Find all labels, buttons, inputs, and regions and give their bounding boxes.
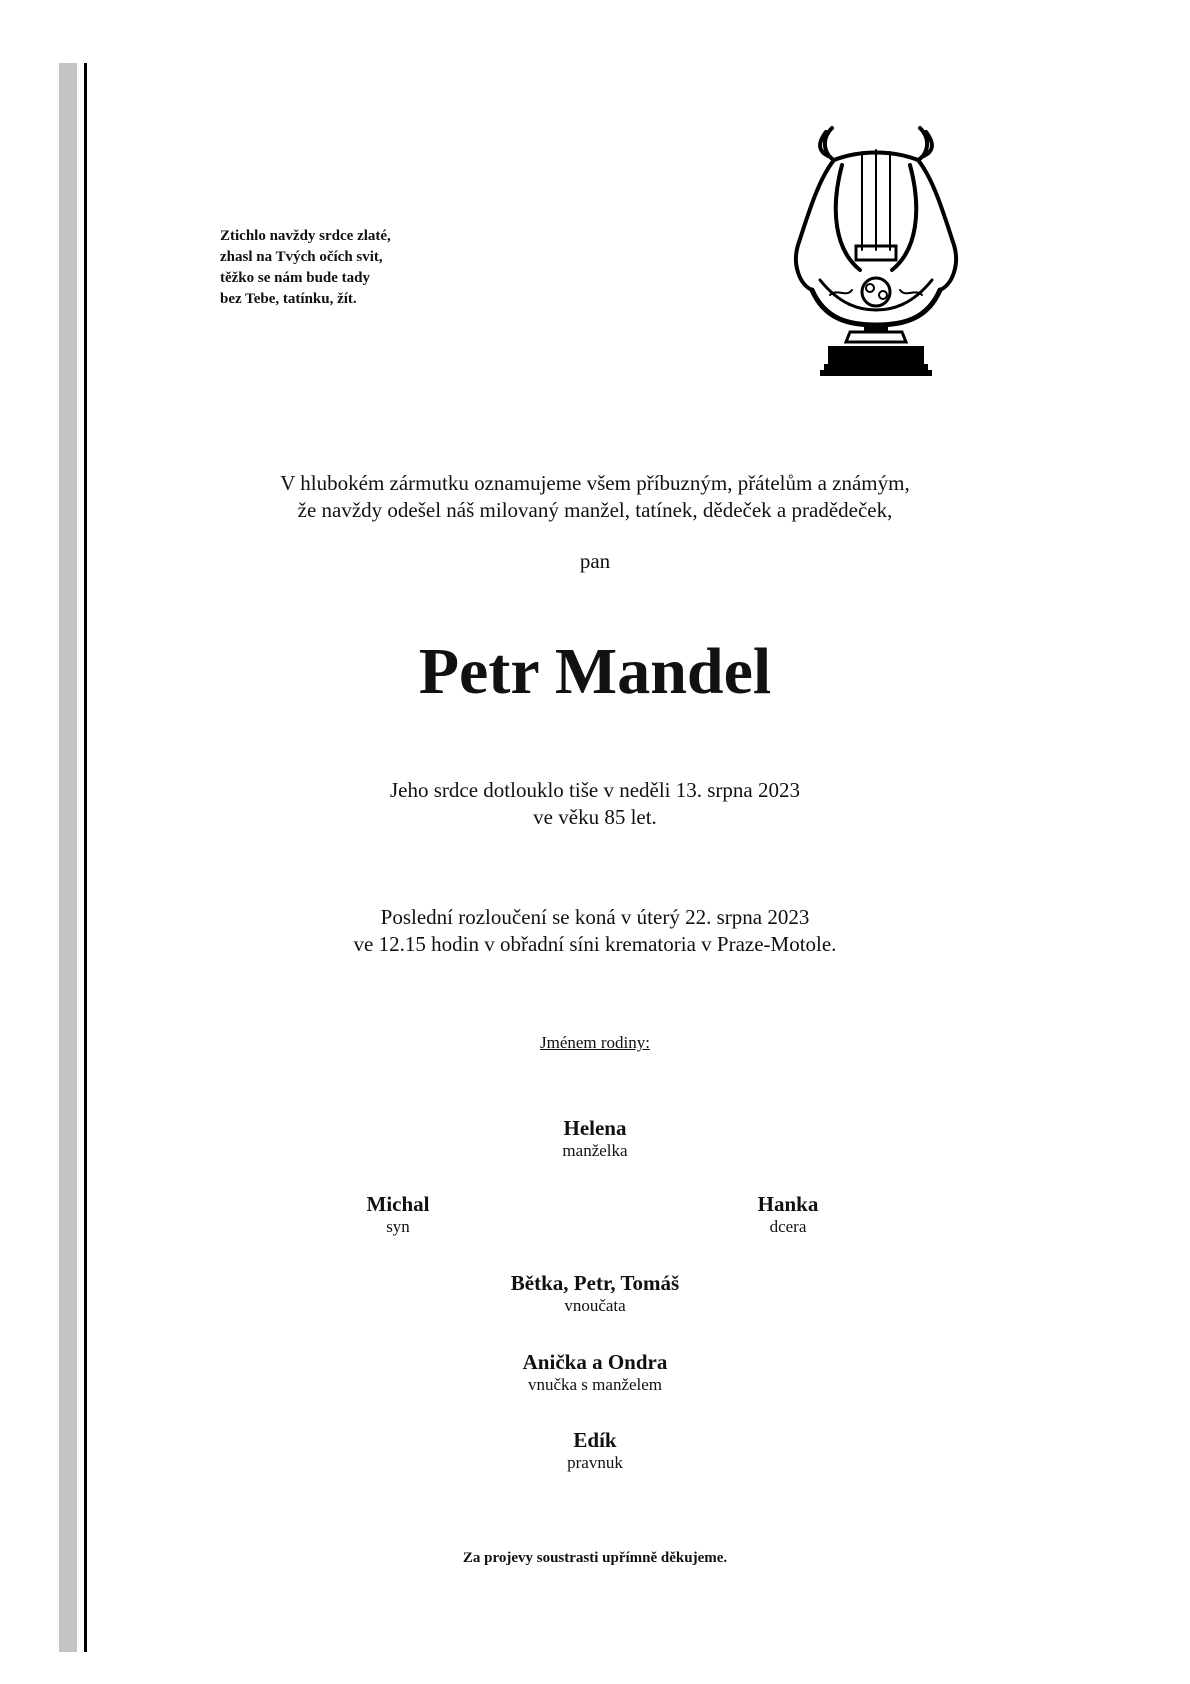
- poem: [220, 226, 520, 310]
- family-member-grandchildren: [445, 1271, 745, 1316]
- thanks-note: Za projevy soustrasti upřímně děkujeme.: [462, 1550, 728, 1566]
- death-info: [0, 777, 1190, 831]
- announcement: [0, 470, 1190, 524]
- death-info-line: ve věku 85 let.: [533, 805, 657, 829]
- member-role: dcera: [769, 1217, 807, 1236]
- family-member-son: [248, 1192, 548, 1237]
- poem-line: zhasl na Tvých očích svit,: [220, 249, 383, 265]
- member-name: Michal: [366, 1192, 430, 1216]
- announcement-line: V hlubokém zármutku oznamujeme všem příbuzným, přátelům a známým,: [280, 471, 910, 495]
- member-role: vnoučata: [564, 1296, 626, 1315]
- lyre-icon: [790, 120, 962, 382]
- death-info-line: Jeho srdce dotlouklo tiše v neděli 13. srpna 2023: [389, 778, 800, 802]
- member-name: Helena: [563, 1116, 627, 1140]
- member-role: pravnuk: [567, 1453, 623, 1472]
- poem-line: Ztichlo navždy srdce zlaté,: [220, 228, 391, 244]
- left-black-line: [84, 63, 87, 1652]
- member-role: syn: [386, 1217, 410, 1236]
- farewell-info: [0, 904, 1190, 958]
- left-gray-bar: [59, 63, 77, 1652]
- family-member-daughter: [638, 1192, 938, 1237]
- poem-line: bez Tebe, tatínku, žít.: [220, 291, 357, 307]
- family-member-great-grandson: [445, 1428, 745, 1473]
- announcement-line: že navždy odešel náš milovaný manžel, tatínek, dědeček a pradědeček,: [297, 498, 893, 522]
- member-name: Anička a Ondra: [522, 1350, 668, 1374]
- family-member-wife: [445, 1116, 745, 1161]
- family-member-granddaughter: [445, 1350, 745, 1395]
- member-name: Bětka, Petr, Tomáš: [510, 1271, 680, 1295]
- member-role: manželka: [562, 1141, 628, 1160]
- family-title: Jménem rodiny:: [539, 1033, 650, 1052]
- salutation: pan: [579, 549, 611, 573]
- farewell-info-line: ve 12.15 hodin v obřadní síni krematoria v Praze-Motole.: [353, 932, 837, 956]
- deceased-name: Petr Mandel: [418, 635, 772, 708]
- farewell-info-line: Poslední rozloučení se koná v úterý 22. srpna 2023: [380, 905, 810, 929]
- member-name: Edík: [573, 1428, 617, 1452]
- member-role: vnučka s manželem: [527, 1375, 663, 1394]
- member-name: Hanka: [757, 1192, 819, 1216]
- poem-line: těžko se nám bude tady: [220, 270, 371, 286]
